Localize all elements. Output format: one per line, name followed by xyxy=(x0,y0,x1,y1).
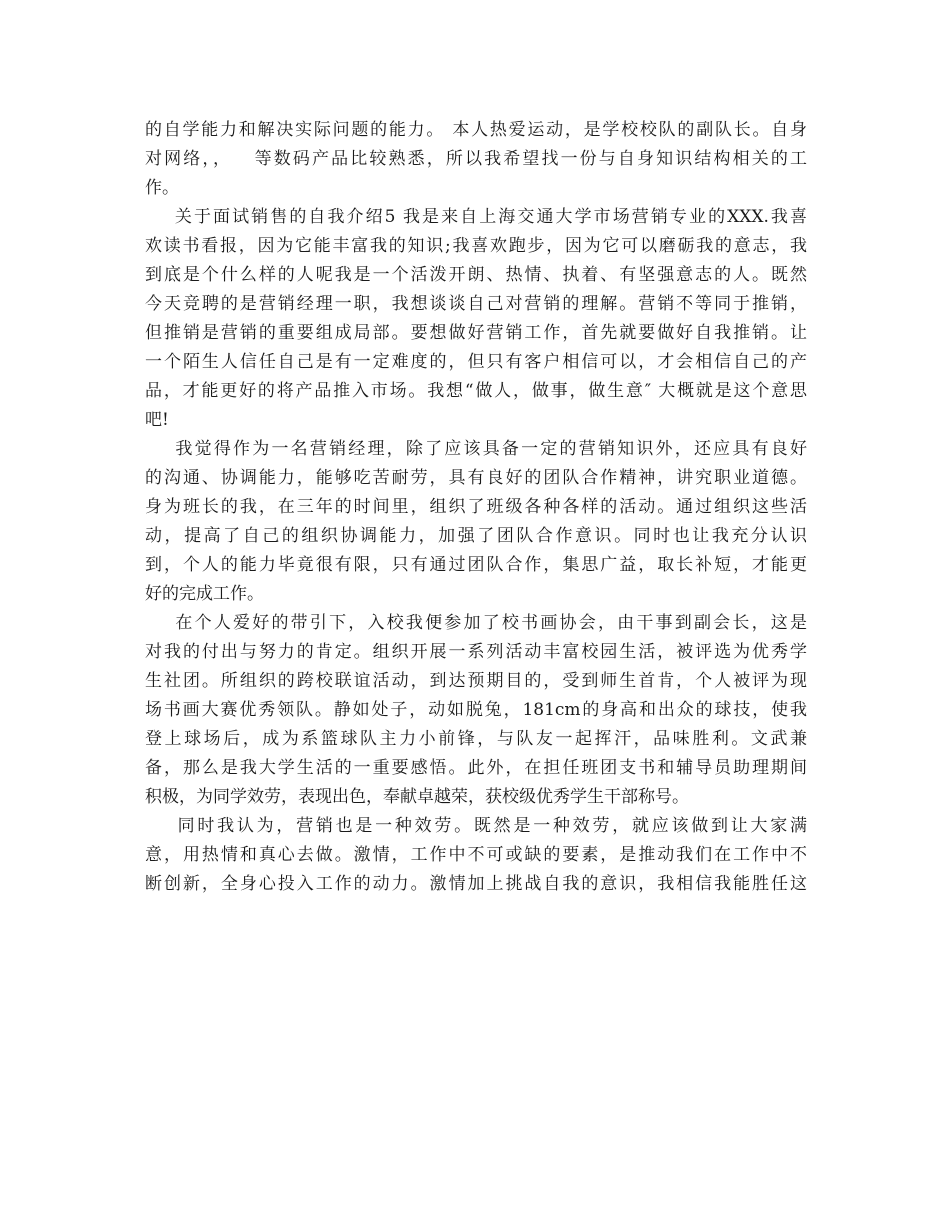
paragraph-4 xyxy=(145,609,807,812)
paragraph-5 xyxy=(145,812,807,899)
text-line: 断创新，全身心投入工作的动力。激情加上挑战自我的意识，我相信我能胜任这 xyxy=(145,874,807,894)
text-line: 吧! xyxy=(145,410,169,430)
text-line: 一个陌生人信任自己是有一定难度的，但只有客户相信可以，才会相信自己的产 xyxy=(145,352,807,372)
text-line: 品，才能更好的将产品推入市场。我想“做人，做事，做生意″ 大概就是这个意思 xyxy=(145,381,807,401)
document-body xyxy=(145,116,807,899)
text-line: 对网络，， 等数码产品比较熟悉，所以我希望找一份与自身知识结构相关的工 xyxy=(145,149,807,169)
text-line: 场书画大赛优秀领队。静如处子，动如脱兔，181cm的身高和出众的球技，使我 xyxy=(145,700,807,720)
text-line: 的自学能力和解决实际问题的能力。 本人热爱运动，是学校校队的副队长。自身 xyxy=(145,120,807,140)
text-line: 意，用热情和真心去做。激情，工作中不可或缺的要素，是推动我们在工作中不 xyxy=(145,845,807,865)
text-line: 今天竞聘的是营销经理一职，我想谈谈自己对营销的理解。营销不等同于推销， xyxy=(145,294,807,314)
paragraph-3 xyxy=(145,435,807,609)
text-line: 对我的付出与努力的肯定。组织开展一系列活动丰富校园生活，被评选为优秀学 xyxy=(145,642,807,662)
text-line: 关于面试销售的自我介绍5 我是来自上海交通大学市场营销专业的XXX.我喜 xyxy=(145,207,807,227)
text-line: 同时我认为，营销也是一种效劳。既然是一种效劳，就应该做到让大家满 xyxy=(145,816,807,836)
paragraph-2 xyxy=(145,203,807,435)
text-line: 到底是个什么样的人呢我是一个活泼开朗、热情、执着、有坚强意志的人。既然 xyxy=(145,265,807,285)
text-line: 作。 xyxy=(145,178,179,198)
text-line: 在个人爱好的带引下，入校我便参加了校书画协会，由干事到副会长，这是 xyxy=(145,613,807,633)
text-line: 我觉得作为一名营销经理，除了应该具备一定的营销知识外，还应具有良好 xyxy=(145,439,807,459)
paragraph-1 xyxy=(145,116,807,203)
text-line: 好的完成工作。 xyxy=(145,584,264,604)
text-line: 登上球场后，成为系篮球队主力小前锋，与队友一起挥汗，品味胜利。文武兼 xyxy=(145,729,807,749)
text-line: 但推销是营销的重要组成局部。要想做好营销工作，首先就要做好自我推销。让 xyxy=(145,323,807,343)
text-line: 到，个人的能力毕竟很有限，只有通过团队合作，集思广益，取长补短，才能更 xyxy=(145,555,807,575)
text-line: 动，提高了自己的组织协调能力，加强了团队合作意识。同时也让我充分认识 xyxy=(145,526,807,546)
text-line: 的沟通、协调能力，能够吃苦耐劳，具有良好的团队合作精神，讲究职业道德。 xyxy=(145,468,807,488)
text-line: 备，那么是我大学生活的一重要感悟。此外，在担任班团支书和辅导员助理期间 xyxy=(145,758,807,778)
text-line: 身为班长的我，在三年的时间里，组织了班级各种各样的活动。通过组织这些活 xyxy=(145,497,807,517)
text-line: 欢读书看报，因为它能丰富我的知识;我喜欢跑步，因为它可以磨砺我的意志，我 xyxy=(145,236,807,256)
text-line: 积极，为同学效劳，表现出色，奉献卓越荣，获校级优秀学生干部称号。 xyxy=(145,787,689,807)
text-line: 生社团。所组织的跨校联谊活动，到达预期目的，受到师生首肯，个人被评为现 xyxy=(145,671,807,691)
